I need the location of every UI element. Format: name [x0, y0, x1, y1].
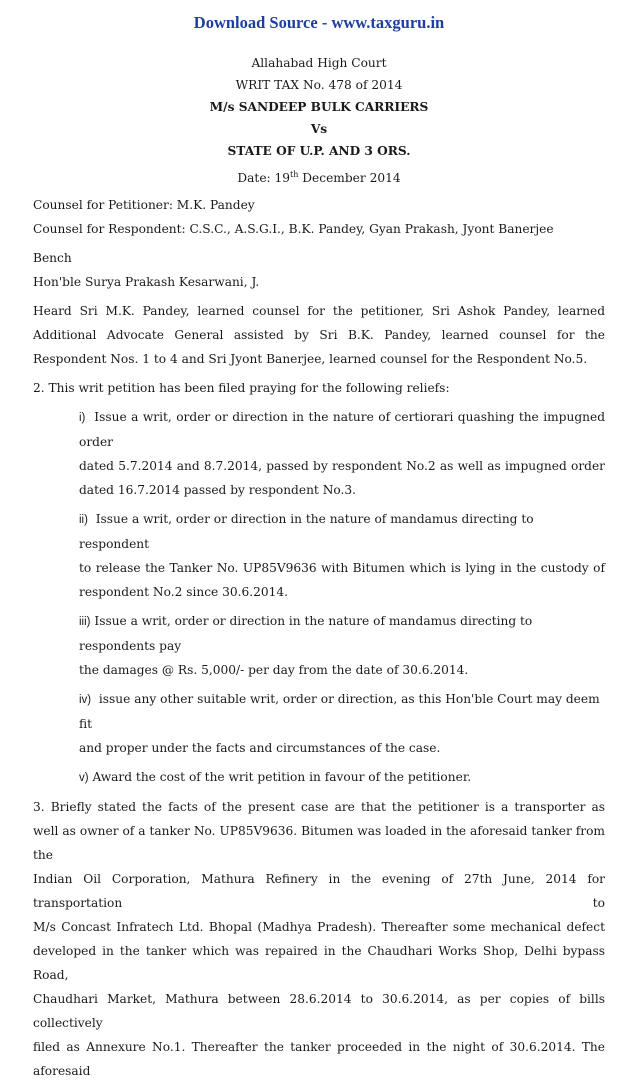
para3-line: filed as Annexure No.1. Thereafter the tanker proceeded in the night of 30.6.2014. The aforesaid: [33, 1040, 605, 1078]
writ-number: WRIT TAX No. 478 of 2014: [235, 78, 403, 92]
respondent-name: STATE OF U.P. AND 3 ORS.: [227, 144, 411, 158]
relief-line: iii) Issue a writ, order or direction in the nature of mandamus directing to respondents pay: [79, 614, 533, 653]
counsel-respondent: Counsel for Respondent: C.S.C., A.S.G.I., B.K. Pandey, Gyan Prakash, Jyont Banerjee: [33, 222, 554, 236]
relief-line: the damages @ Rs. 5,000/- per day from the date of 30.6.2014.: [79, 663, 469, 677]
para1-line: Additional Advocate General assisted by Sri B.K. Pandey, learned counsel for the: [33, 328, 605, 342]
bench-label: Bench: [33, 251, 72, 265]
para3-line: Indian Oil Corporation, Mathura Refinery in the evening of 27th June, 2014 for transportation to: [33, 872, 605, 910]
relief-line: iv) issue any other suitable writ, order or direction, as this Hon'ble Court may deem fit: [79, 692, 600, 731]
relief-number: iii): [79, 616, 91, 628]
paragraph-2: 2. This writ petition has been filed praying for the following reliefs:: [33, 381, 450, 395]
versus-label: Vs: [310, 122, 328, 136]
relief-number: i): [79, 412, 86, 424]
relief-item: [79, 405, 605, 502]
para1-line: Respondent Nos. 1 to 4 and Sri Jyont Banerjee, learned counsel for the Respondent No.5.: [33, 352, 588, 366]
para1-line: Heard Sri M.K. Pandey, learned counsel for the petitioner, Sri Ashok Pandey, learned: [33, 304, 605, 318]
date-suffix: th: [290, 169, 299, 179]
para3-line: well as owner of a tanker No. UP85V9636. Bitumen was loaded in the aforesaid tanker from the: [33, 824, 605, 862]
relief-item: [79, 507, 605, 604]
relief-number: v): [79, 772, 89, 784]
relief-item: [79, 765, 605, 790]
relief-line: dated 16.7.2014 passed by respondent No.3.: [79, 483, 356, 497]
relief-line: dated 5.7.2014 and 8.7.2014, passed by respondent No.2 as well as impugned order: [79, 459, 605, 473]
para3-line: M/s Concast Infratech Ltd. Bhopal (Madhya Pradesh). Thereafter some mechanical defect: [33, 920, 605, 934]
relief-line: to release the Tanker No. UP85V9636 with Bitumen which is lying in the custody of: [79, 561, 605, 575]
relief-item: [79, 687, 605, 760]
para3-line: developed in the tanker which was repaired in the Chaudhari Works Shop, Delhi bypass Road,: [33, 944, 605, 982]
date-prefix: Date: 19: [237, 171, 291, 185]
relief-line: ii) Issue a writ, order or direction in the nature of mandamus directing to respondent: [79, 512, 534, 551]
judge-name: Hon'ble Surya Prakash Kesarwani, J.: [33, 275, 260, 289]
relief-line: i) Issue a writ, order or direction in the nature of certiorari quashing the impugned order: [79, 410, 605, 449]
relief-number: ii): [79, 514, 88, 526]
relief-line: v) Award the cost of the writ petition in favour of the petitioner.: [79, 770, 472, 784]
date-rest: December 2014: [298, 171, 401, 185]
counsel-petitioner: Counsel for Petitioner: M.K. Pandey: [33, 198, 255, 212]
court-name: Allahabad High Court: [251, 56, 387, 70]
relief-line: and proper under the facts and circumstances of the case.: [79, 741, 441, 755]
relief-item: [79, 609, 605, 682]
judgment-date: [33, 167, 605, 189]
relief-line: respondent No.2 since 30.6.2014.: [79, 585, 289, 599]
paragraph-3: [33, 795, 605, 1083]
para3-line: Chaudhari Market, Mathura between 28.6.2014 to 30.6.2014, as per copies of bills collectively: [33, 992, 605, 1030]
relief-number: iv): [79, 694, 92, 706]
paragraph-1: [33, 299, 605, 371]
petitioner-name: M/s SANDEEP BULK CARRIERS: [209, 100, 429, 114]
source-banner: Download Source - www.taxguru.in: [193, 13, 445, 32]
para3-line: 3. Briefly stated the facts of the present case are that the petitioner is a transporter as: [33, 800, 605, 814]
